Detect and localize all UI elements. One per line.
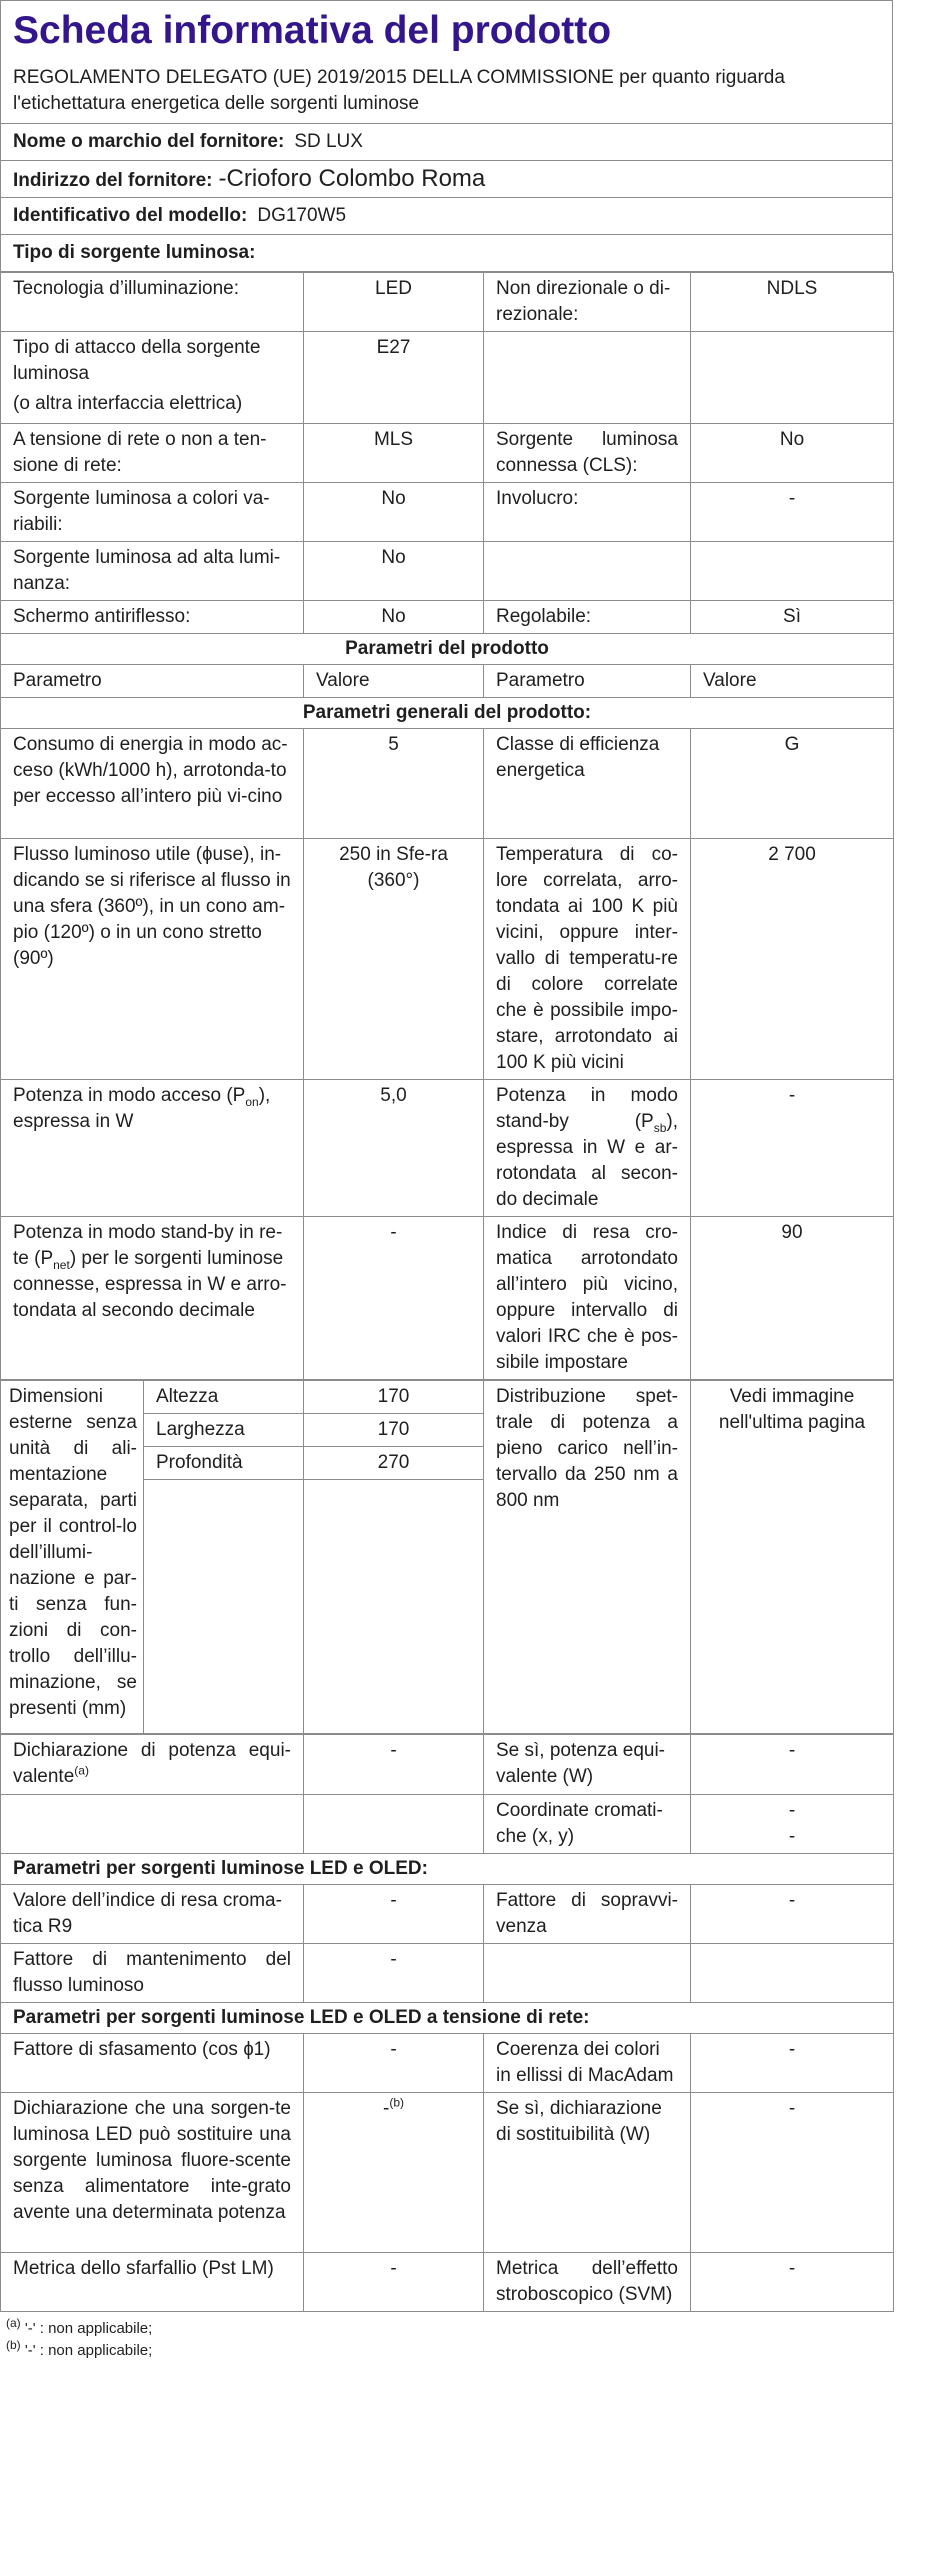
color-value: No <box>304 483 484 542</box>
mains-led-params-heading: Parametri per sorgenti luminose LED e OLED a tensione di rete: <box>1 2003 894 2034</box>
height-value: 170 <box>304 1381 484 1414</box>
depth-label: Profondità <box>144 1447 304 1480</box>
dir-label: Non direzionale o di-rezionale: <box>484 273 691 332</box>
cct-label: Temperatura di co-lore correlata, arro-tondata ai 100 K più vicini, oppure inter-vallo di temperatu-re di colore correlate che è possibile impo-stare, arrotondato ai 100 K più vicini <box>484 839 691 1080</box>
phase-label: Fattore di sfasamento (cos ɸ1) <box>1 2034 304 2093</box>
col-header-value: Valore <box>691 665 894 698</box>
table-row <box>1 634 894 665</box>
led-params-heading: Parametri per sorgenti luminose LED e OLED: <box>1 1854 894 1885</box>
glare-label: Schermo antiriflesso: <box>1 601 304 634</box>
supplier-address-label: Indirizzo del fornitore: <box>13 170 213 191</box>
regulation-subtitle: REGOLAMENTO DELEGATO (UE) 2019/2015 DELLA COMMISSIONE per quanto riguarda l'etichettatura energetica delle sorgenti luminose <box>13 67 785 114</box>
cap-label: Tipo di attacco della sorgente luminosa <box>13 337 261 384</box>
supplier-name-value: SD LUX <box>294 131 363 152</box>
maintenance-value: - <box>304 1944 484 2003</box>
class-label: Classe di efficienza energetica <box>484 729 691 839</box>
table-row <box>1 1217 894 1380</box>
envelope-value: - <box>691 483 894 542</box>
energy-label: Consumo di energia in modo ac-ceso (kWh/1000 h), arrotonda-to per eccesso all’intero più vi-cino <box>1 729 304 839</box>
r9-label: Valore dell’indice di resa croma-tica R9 <box>1 1885 304 1944</box>
psb-label: Potenza in modo stand-by $(P_{sb})$, espressa in W e ar-rotondata al secon-do decimale <box>484 1080 691 1217</box>
table-row <box>1 273 894 332</box>
stroboscopic-label: Metrica dell’effetto stroboscopico (SVM) <box>484 2253 691 2312</box>
table-row <box>1 665 894 698</box>
model-id-label: Identificativo del modello: <box>13 205 248 226</box>
table-row <box>1 2093 894 2253</box>
model-id-value: DG170W5 <box>257 205 347 226</box>
dir-value: NDLS <box>691 273 894 332</box>
replacement-label: Dichiarazione che una sorgen-te luminosa LED può sostituire una sorgente luminosa fluore-scente senza alimentatore inte-grato avente una determinata potenza <box>1 2093 304 2253</box>
table-row <box>1 601 894 634</box>
dimmable-label: Regolabile: <box>484 601 691 634</box>
phase-value: - <box>304 2034 484 2093</box>
energy-value: 5 <box>304 729 484 839</box>
envelope-label: Involucro: <box>484 483 691 542</box>
chroma-label: Coordinate cromati-che (x, y) <box>484 1795 691 1854</box>
table-row <box>1 2003 894 2034</box>
empty-cell <box>484 1944 691 2003</box>
replacement-value: -$^{(b)}$ <box>304 2093 484 2253</box>
footnotes <box>0 2318 893 2362</box>
table-row <box>1 1735 894 1795</box>
pon-value: 5,0 <box>304 1080 484 1217</box>
cls-label: Sorgente luminosa connessa (CLS): <box>484 424 691 483</box>
col-header-param: Parametro <box>484 665 691 698</box>
empty-cell <box>691 1944 894 2003</box>
supplier-name-row <box>0 124 893 161</box>
general-params-heading: Parametri generali del prodotto: <box>1 698 894 729</box>
psb-value: - <box>691 1080 894 1217</box>
empty-cell <box>144 1480 304 1734</box>
page-title: Scheda informativa del prodotto <box>13 9 612 52</box>
flicker-value: - <box>304 2253 484 2312</box>
table-row <box>1 542 894 601</box>
cri-value: 90 <box>691 1217 894 1380</box>
spd-value: Vedi immagine nell'ultima pagina <box>691 1381 894 1734</box>
dimensions-label: Dimensioni esterne senza unità di ali-mentazione separata, parti per il control-lo dell’illumi-nazione e par-ti senza fun-zioni di con-trollo dell’illu-minazione, se presenti (mm) <box>1 1381 144 1734</box>
width-value: 170 <box>304 1414 484 1447</box>
table-row <box>1 1944 894 2003</box>
macadam-value: - <box>691 2034 894 2093</box>
supplier-name-label: Nome o marchio del fornitore: <box>13 131 285 152</box>
table-row <box>1 332 894 424</box>
cap-sub-label: (o altra interfaccia elettrica) <box>13 393 243 414</box>
product-params-heading: Parametri del prodotto <box>1 634 894 665</box>
dimensions-table <box>0 1380 894 1734</box>
empty-cell <box>304 1480 484 1734</box>
flux-label: Flusso luminoso utile (ɸuse), in-dicando se si riferisce al flusso in una sfera (360º), in un cono am-pio (120º) o in un cono stretto (90º) <box>1 839 304 1080</box>
empty-cell <box>691 332 894 424</box>
table-row <box>1 839 894 1080</box>
flicker-label: Metrica dello sfarfallio (Pst LM) <box>1 2253 304 2312</box>
maintenance-label: Fattore di mantenimento del flusso luminoso <box>1 1944 304 2003</box>
source-type-table <box>0 272 894 1380</box>
r9-value: - <box>304 1885 484 1944</box>
cap-value: E27 <box>304 332 484 424</box>
depth-value: 270 <box>304 1447 484 1480</box>
header-box <box>0 0 893 124</box>
col-header-param: Parametro <box>1 665 304 698</box>
color-label: Sorgente luminosa a colori va-riabili: <box>1 483 304 542</box>
glare-value: No <box>304 601 484 634</box>
chroma-y-value: - <box>788 1826 796 1847</box>
pon-label: Potenza in modo acceso $(P_{on})$, espressa in W <box>1 1080 304 1217</box>
table-row <box>1 1885 894 1944</box>
empty-cell <box>484 542 691 601</box>
supplier-address-row <box>0 161 893 198</box>
width-label: Larghezza <box>144 1414 304 1447</box>
empty-cell <box>691 542 894 601</box>
table-row <box>1 483 894 542</box>
table-row <box>1 698 894 729</box>
stroboscopic-value: - <box>691 2253 894 2312</box>
table-row <box>1 424 894 483</box>
replacement-w-label: Se sì, dichiarazione di sostituibilità (W) <box>484 2093 691 2253</box>
macadam-label: Coerenza dei colori in ellissi di MacAdam <box>484 2034 691 2093</box>
footnote-b: $^{(b)}$ '-' : non applicabile; <box>6 2338 153 2359</box>
tech-label: Tecnologia d’illuminazione: <box>1 273 304 332</box>
flux-value: 250 in Sfe-ra (360°) <box>304 839 484 1080</box>
equiv-label: Dichiarazione di potenza equi-valente$^{(a)}$ <box>1 1735 304 1795</box>
class-value: G <box>691 729 894 839</box>
empty-cell <box>304 1795 484 1854</box>
source-type-row <box>0 235 893 272</box>
pnet-value: - <box>304 1217 484 1380</box>
equiv-value: - <box>304 1735 484 1795</box>
survival-value: - <box>691 1885 894 1944</box>
parameters-table <box>0 1734 894 2312</box>
survival-label: Fattore di sopravvi-venza <box>484 1885 691 1944</box>
replacement-w-value: - <box>691 2093 894 2253</box>
table-row <box>1 2034 894 2093</box>
spd-label: Distribuzione spet-trale di potenza a pieno carico nell’in-tervallo da 250 nm a 800 nm <box>484 1381 691 1734</box>
cri-label: Indice di resa cro-matica arrotondato all’intero più vicino, oppure intervallo di valori IRC che è pos-sibile impostare <box>484 1217 691 1380</box>
cap-cell <box>1 332 304 424</box>
tech-value: LED <box>304 273 484 332</box>
table-row <box>1 1854 894 1885</box>
table-row <box>1 729 894 839</box>
equiv-w-value: - <box>691 1735 894 1795</box>
mains-value: MLS <box>304 424 484 483</box>
pnet-label: Potenza in modo stand-by in re-te $(P_{net})$ per le sorgenti luminose connesse, espressa in W e arro-tondata al secondo decimale <box>1 1217 304 1380</box>
empty-cell <box>1 1795 304 1854</box>
col-header-value: Valore <box>304 665 484 698</box>
height-label: Altezza <box>144 1381 304 1414</box>
source-type-label: Tipo di sorgente luminosa: <box>13 242 256 263</box>
supplier-address-value: -Crioforo Colombo Roma <box>218 165 486 192</box>
luminance-value: No <box>304 542 484 601</box>
dimmable-value: Sì <box>691 601 894 634</box>
cls-value: No <box>691 424 894 483</box>
mains-label: A tensione di rete o non a ten-sione di rete: <box>1 424 304 483</box>
model-id-row <box>0 198 893 235</box>
empty-cell <box>484 332 691 424</box>
cct-value: 2 700 <box>691 839 894 1080</box>
luminance-label: Sorgente luminosa ad alta lumi-nanza: <box>1 542 304 601</box>
table-row <box>1 1381 894 1414</box>
table-row <box>1 1080 894 1217</box>
chroma-x-value: - <box>788 1800 796 1821</box>
table-row <box>1 1795 894 1854</box>
table-row <box>1 2253 894 2312</box>
footnote-a: $^{(a)}$ '-' : non applicabile; <box>6 2316 153 2337</box>
chroma-values <box>691 1795 894 1854</box>
equiv-w-label: Se sì, potenza equi-valente (W) <box>484 1735 691 1795</box>
